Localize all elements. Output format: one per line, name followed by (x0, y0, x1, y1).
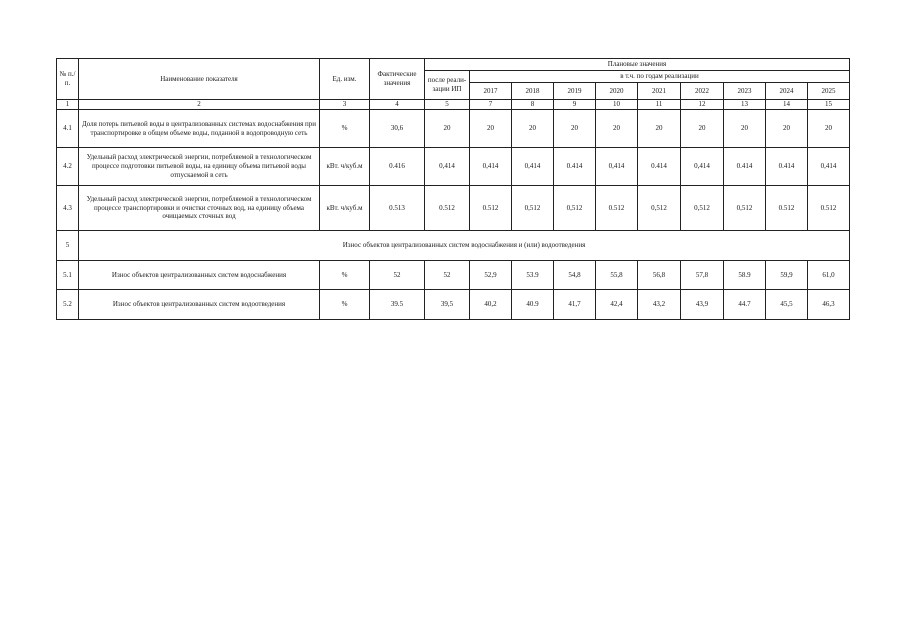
year-value: 0.414 (724, 148, 766, 186)
unit-cell: % (320, 290, 370, 320)
unit-cell: % (320, 261, 370, 290)
indicator-name: Доля потерь питьевой воды в централизованных системах водоснабжения при транспортировке в общем объеме воды, поданной в водопроводную сеть (79, 110, 320, 148)
year-header: 2020 (596, 83, 638, 100)
unit-cell: кВт. ч/куб.м (320, 148, 370, 186)
col-index: 2 (79, 100, 320, 110)
year-value: 0,512 (724, 186, 766, 231)
table-row (57, 290, 850, 320)
name-header: Наименование показателя (79, 59, 320, 100)
year-value: 0,414 (596, 148, 638, 186)
col-index: 4 (370, 100, 425, 110)
unit-header: Ед. изм. (320, 59, 370, 100)
year-value: 0,512 (512, 186, 554, 231)
year-value: 53.9 (512, 261, 554, 290)
fact-value: 39.5 (370, 290, 425, 320)
after-value: 0.512 (425, 186, 470, 231)
year-header: 2021 (638, 83, 681, 100)
year-value: 43,9 (681, 290, 724, 320)
row-number: 5.1 (57, 261, 79, 290)
year-value: 20 (681, 110, 724, 148)
year-value: 0,414 (681, 148, 724, 186)
table-row (57, 186, 850, 231)
table-row (57, 261, 850, 290)
year-value: 42,4 (596, 290, 638, 320)
year-header: 2018 (512, 83, 554, 100)
year-header: 2025 (808, 83, 850, 100)
after-header: после реали-зации ИП (425, 71, 470, 100)
col-index: 7 (470, 100, 512, 110)
col-index: 15 (808, 100, 850, 110)
col-index: 1 (57, 100, 79, 110)
plan-header: Плановые значения (425, 59, 850, 71)
fact-value: 0.513 (370, 186, 425, 231)
year-value: 41,7 (554, 290, 596, 320)
year-value: 0,414 (512, 148, 554, 186)
col-index: 12 (681, 100, 724, 110)
year-value: 52,9 (470, 261, 512, 290)
col-index: 11 (638, 100, 681, 110)
row-number: 4.2 (57, 148, 79, 186)
year-header: 2019 (554, 83, 596, 100)
row-number: 4.1 (57, 110, 79, 148)
unit-cell: кВт. ч/куб.м (320, 186, 370, 231)
section-number: 5 (57, 231, 79, 261)
year-value: 20 (554, 110, 596, 148)
section-row (57, 231, 850, 261)
year-value: 0,512 (554, 186, 596, 231)
year-value: 57,8 (681, 261, 724, 290)
year-value: 0.512 (470, 186, 512, 231)
col-index: 5 (425, 100, 470, 110)
year-value: 20 (724, 110, 766, 148)
col-index: 13 (724, 100, 766, 110)
year-value: 0,414 (470, 148, 512, 186)
year-value: 0.512 (596, 186, 638, 231)
indicator-name: Износ объектов централизованных систем водоотведения (79, 290, 320, 320)
year-value: 61,0 (808, 261, 850, 290)
row-number: 5.2 (57, 290, 79, 320)
year-value: 45,5 (766, 290, 808, 320)
after-value: 0,414 (425, 148, 470, 186)
table-row (57, 110, 850, 148)
fact-value: 30,6 (370, 110, 425, 148)
year-header: 2024 (766, 83, 808, 100)
year-value: 0.512 (808, 186, 850, 231)
column-index-row (57, 100, 850, 110)
after-value: 39,5 (425, 290, 470, 320)
fact-header: Фактические значения (370, 59, 425, 100)
fact-value: 52 (370, 261, 425, 290)
section-title: Износ объектов централизованных систем водоснабжения и (или) водоотведения (79, 231, 850, 261)
row-number: 4.3 (57, 186, 79, 231)
indicators-table (56, 58, 850, 320)
unit-cell: % (320, 110, 370, 148)
year-value: 20 (470, 110, 512, 148)
year-value: 43,2 (638, 290, 681, 320)
year-value: 59,9 (766, 261, 808, 290)
col-index: 8 (512, 100, 554, 110)
year-value: 0.414 (638, 148, 681, 186)
indicator-name: Удельный расход электрической энергии, потребляемой в технологическом процессе подготовки питьевой воды, на единицу объема питьевой воды отпускаемой в сеть (79, 148, 320, 186)
year-value: 55,8 (596, 261, 638, 290)
year-header: 2022 (681, 83, 724, 100)
header-row-1 (57, 59, 850, 71)
year-value: 20 (512, 110, 554, 148)
year-value: 0,512 (638, 186, 681, 231)
year-value: 58.9 (724, 261, 766, 290)
year-value: 20 (808, 110, 850, 148)
year-header: 2023 (724, 83, 766, 100)
year-value: 54,8 (554, 261, 596, 290)
year-value: 40.9 (512, 290, 554, 320)
year-value: 44.7 (724, 290, 766, 320)
indicator-name: Удельный расход электрической энергии, потребляемой в технологическом процессе транспортировки и очистки сточных вод, на единицу объема очищаемых сточных вод (79, 186, 320, 231)
year-value: 20 (766, 110, 808, 148)
year-value: 0,414 (808, 148, 850, 186)
year-value: 56,8 (638, 261, 681, 290)
indicator-name: Износ объектов централизованных систем водоснабжения (79, 261, 320, 290)
year-value: 20 (596, 110, 638, 148)
year-value: 0,512 (681, 186, 724, 231)
after-value: 52 (425, 261, 470, 290)
fact-value: 0.416 (370, 148, 425, 186)
year-value: 20 (638, 110, 681, 148)
col-index: 3 (320, 100, 370, 110)
by-years-header: в т.ч. по годам реализации (470, 71, 850, 83)
num-header: № п./п. (57, 59, 79, 100)
year-value: 0.512 (766, 186, 808, 231)
table-row (57, 148, 850, 186)
col-index: 9 (554, 100, 596, 110)
year-value: 0.414 (554, 148, 596, 186)
year-value: 40,2 (470, 290, 512, 320)
year-value: 0.414 (766, 148, 808, 186)
col-index: 10 (596, 100, 638, 110)
after-value: 20 (425, 110, 470, 148)
col-index: 14 (766, 100, 808, 110)
year-header: 2017 (470, 83, 512, 100)
year-value: 46,3 (808, 290, 850, 320)
